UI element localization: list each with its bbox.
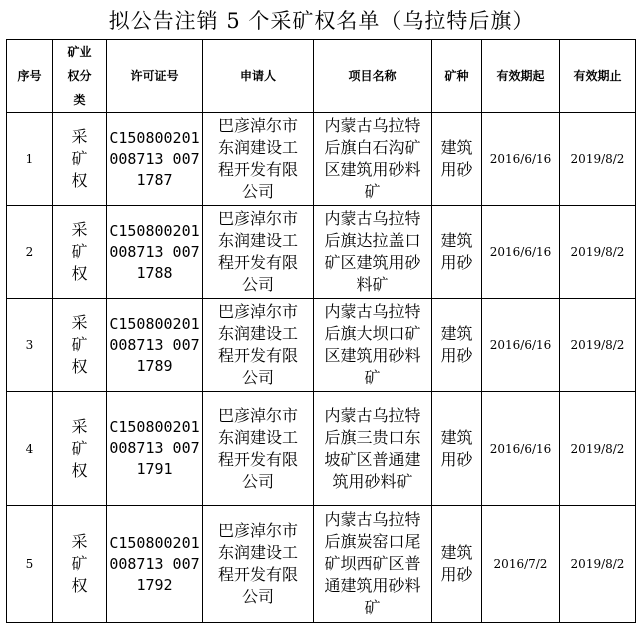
table-row: [7, 506, 636, 623]
cell-right-type: 采矿权: [53, 392, 107, 506]
cell-valid-from: 2016/6/16: [482, 392, 560, 506]
cell-seq: 5: [7, 506, 53, 623]
table-row: [7, 392, 636, 506]
cell-license-no: C150800201008713 0071787: [107, 113, 203, 206]
cell-mineral: 建筑用砂: [432, 506, 482, 623]
page-title: 拟公告注销 5 个采矿权名单（乌拉特后旗）: [108, 9, 535, 33]
cell-seq: 1: [7, 113, 53, 206]
cell-valid-to: 2019/8/2: [560, 392, 636, 506]
header-applicant: 申请人: [203, 40, 314, 113]
cell-valid-to: 2019/8/2: [560, 506, 636, 623]
mining-rights-table: [6, 39, 636, 623]
cell-mineral: 建筑用砂: [432, 299, 482, 392]
cell-right-type: 采矿权: [53, 299, 107, 392]
cell-valid-to: 2019/8/2: [560, 113, 636, 206]
cell-applicant: 巴彦淖尔市东润建设工程开发有限公司: [203, 506, 314, 623]
cell-seq: 3: [7, 299, 53, 392]
header-project: 项目名称: [314, 40, 432, 113]
table-row: [7, 206, 636, 299]
header-mineral: 矿种: [432, 40, 482, 113]
cell-project: 内蒙古乌拉特后旗大坝口矿区建筑用砂料矿: [314, 299, 432, 392]
cell-license-no: C150800201008713 0071792: [107, 506, 203, 623]
cell-right-type: 采矿权: [53, 206, 107, 299]
table-header-row: [7, 40, 636, 113]
cell-seq: 2: [7, 206, 53, 299]
cell-valid-to: 2019/8/2: [560, 206, 636, 299]
header-valid-to: 有效期止: [560, 40, 636, 113]
header-right-type: [53, 40, 107, 113]
cell-valid-from: 2016/6/16: [482, 206, 560, 299]
cell-license-no: C150800201008713 0071789: [107, 299, 203, 392]
cell-right-type: 采矿权: [53, 506, 107, 623]
cell-right-type: 采矿权: [53, 113, 107, 206]
cell-valid-to: 2019/8/2: [560, 299, 636, 392]
cell-mineral: 建筑用砂: [432, 392, 482, 506]
cell-valid-from: 2016/6/16: [482, 299, 560, 392]
header-valid-from: 有效期起: [482, 40, 560, 113]
header-right-type-label: 矿业权分类: [67, 45, 92, 107]
cell-license-no: C150800201008713 0071791: [107, 392, 203, 506]
cell-project: 内蒙古乌拉特后旗三贵口东坡矿区普通建筑用砂料矿: [314, 392, 432, 506]
table-row: [7, 113, 636, 206]
cell-seq: 4: [7, 392, 53, 506]
cell-project: 内蒙古乌拉特后旗白石沟矿区建筑用砂料矿: [314, 113, 432, 206]
table-row: [7, 299, 636, 392]
cell-license-no: C150800201008713 0071788: [107, 206, 203, 299]
cell-mineral: 建筑用砂: [432, 206, 482, 299]
cell-applicant: 巴彦淖尔市东润建设工程开发有限公司: [203, 392, 314, 506]
cell-mineral: 建筑用砂: [432, 113, 482, 206]
cell-valid-from: 2016/7/2: [482, 506, 560, 623]
cell-applicant: 巴彦淖尔市东润建设工程开发有限公司: [203, 113, 314, 206]
cell-project: 内蒙古乌拉特后旗达拉盖口矿区建筑用砂料矿: [314, 206, 432, 299]
cell-applicant: 巴彦淖尔市东润建设工程开发有限公司: [203, 206, 314, 299]
cell-applicant: 巴彦淖尔市东润建设工程开发有限公司: [203, 299, 314, 392]
cell-valid-from: 2016/6/16: [482, 113, 560, 206]
header-license-no: 许可证号: [107, 40, 203, 113]
cell-project: 内蒙古乌拉特后旗炭窑口尾矿坝西矿区普通建筑用砂料矿: [314, 506, 432, 623]
header-seq: 序号: [7, 40, 53, 113]
